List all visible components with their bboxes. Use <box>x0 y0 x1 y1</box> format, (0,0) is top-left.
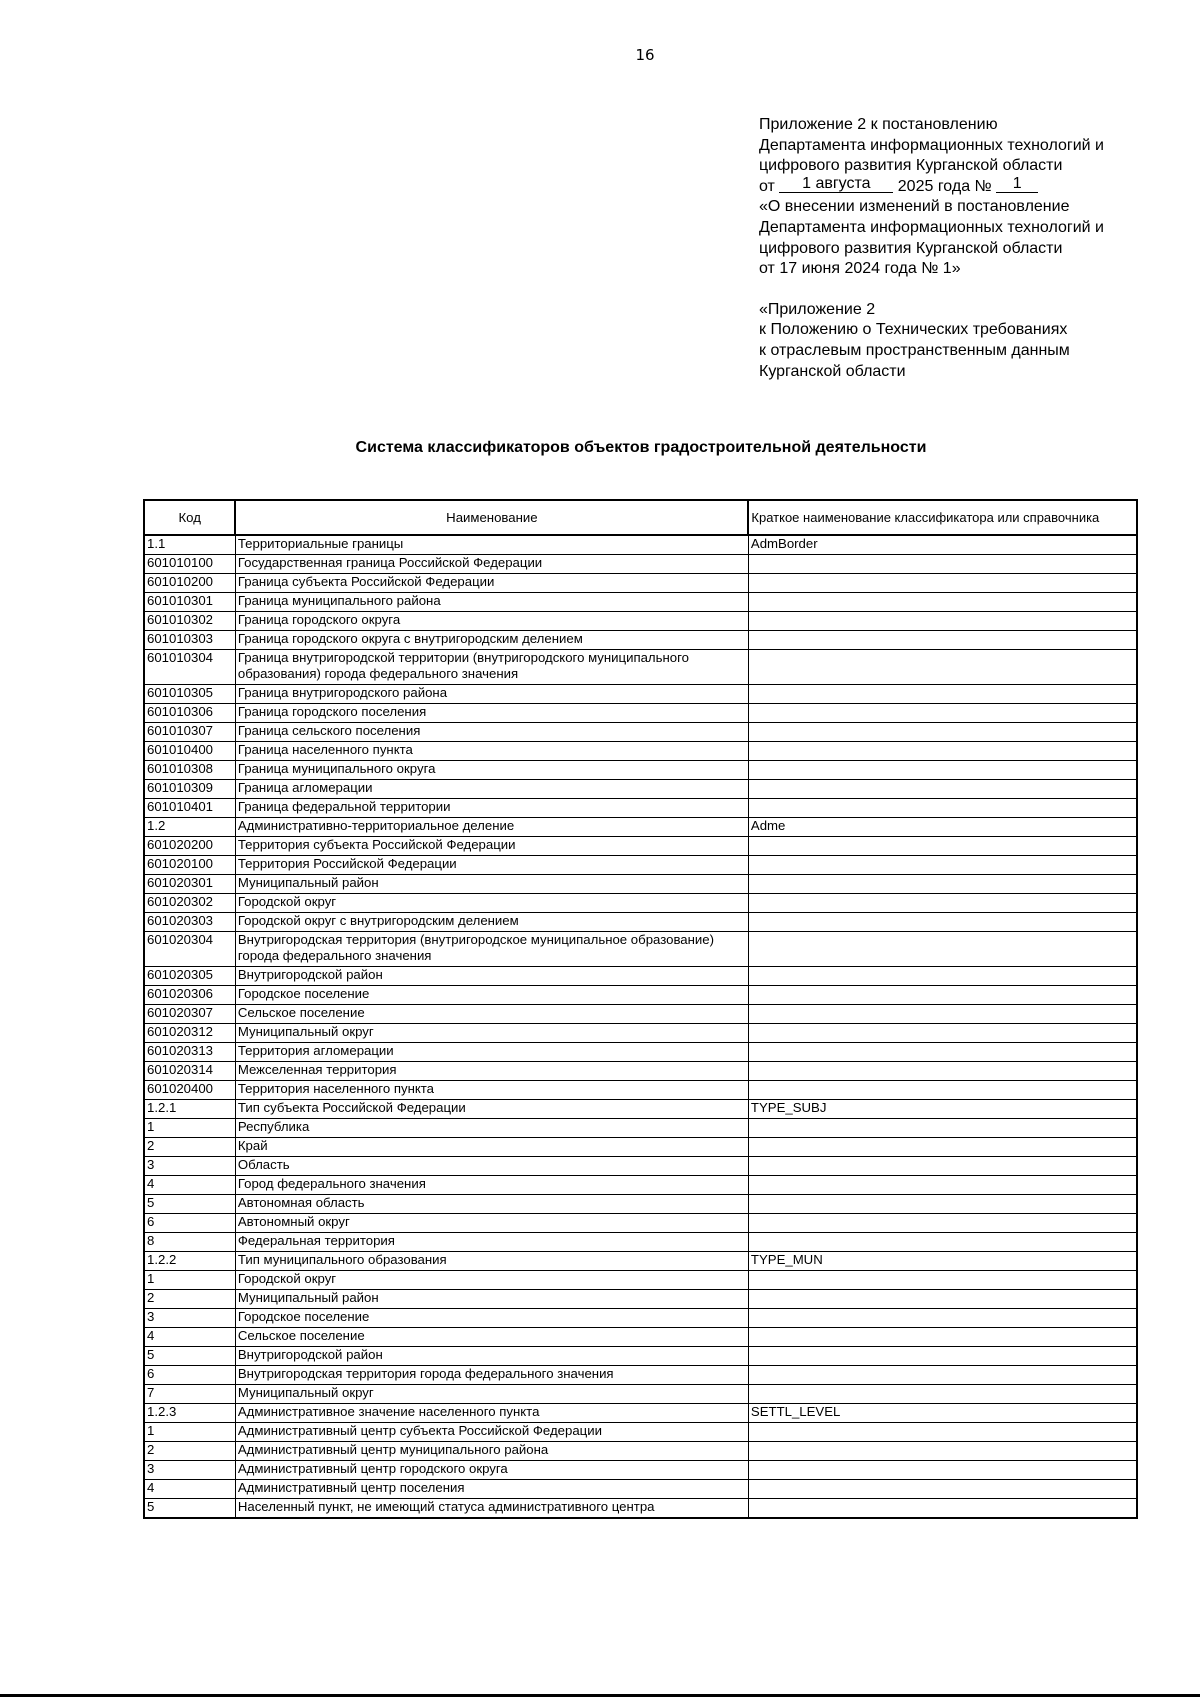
table-row <box>144 1100 1137 1119</box>
cell-code: 601020302 <box>144 894 235 913</box>
table-row <box>144 1271 1137 1290</box>
cell-code: 601020100 <box>144 856 235 875</box>
table-row <box>144 1195 1137 1214</box>
cell-short-name <box>748 986 1137 1005</box>
cell-name: Городской округ <box>235 894 748 913</box>
cell-short-name: AdmBorder <box>748 535 1137 555</box>
table-row <box>144 555 1137 574</box>
cell-name: Граница федеральной территории <box>235 799 748 818</box>
cell-code: 1 <box>144 1271 235 1290</box>
cell-short-name <box>748 967 1137 986</box>
cell-name: Административный центр субъекта Российской Федерации <box>235 1423 748 1442</box>
cell-name: Сельское поселение <box>235 1005 748 1024</box>
cell-name: Сельское поселение <box>235 1328 748 1347</box>
cell-name: Административное значение населенного пункта <box>235 1404 748 1423</box>
cell-code: 5 <box>144 1347 235 1366</box>
cell-name: Край <box>235 1138 748 1157</box>
appendix-line: цифрового развития Курганской области <box>759 157 1063 175</box>
cell-name: Городское поселение <box>235 986 748 1005</box>
cell-code: 6 <box>144 1214 235 1233</box>
header-code: Код <box>144 500 235 535</box>
cell-name: Граница городского поселения <box>235 704 748 723</box>
cell-short-name <box>748 1024 1137 1043</box>
cell-short-name <box>748 1043 1137 1062</box>
cell-name: Территориальные границы <box>235 535 748 555</box>
classifier-table <box>143 499 1138 1519</box>
cell-code: 601010306 <box>144 704 235 723</box>
cell-code: 1 <box>144 1423 235 1442</box>
cell-short-name <box>748 875 1137 894</box>
cell-short-name <box>748 1233 1137 1252</box>
cell-code: 601010401 <box>144 799 235 818</box>
table-row <box>144 913 1137 932</box>
cell-code: 601010100 <box>144 555 235 574</box>
cell-code: 3 <box>144 1309 235 1328</box>
cell-name: Межселенная территория <box>235 1062 748 1081</box>
cell-name: Внутригородская территория (внутригородское муниципальное образование) города федерального значения <box>235 932 748 967</box>
cell-name: Граница внутригородской территории (внутригородского муниципального образования) города федерального значения <box>235 650 748 685</box>
appendix-line: Приложение 2 к постановлению <box>759 116 998 133</box>
cell-short-name <box>748 612 1137 631</box>
cell-code: 601020303 <box>144 913 235 932</box>
cell-name: Административный центр городского округа <box>235 1461 748 1480</box>
cell-name: Граница городского округа с внутригородским делением <box>235 631 748 650</box>
cell-short-name <box>748 631 1137 650</box>
cell-short-name <box>748 780 1137 799</box>
appendix-line: Курганской области <box>759 362 906 380</box>
cell-name: Граница агломерации <box>235 780 748 799</box>
table-row <box>144 1328 1137 1347</box>
cell-short-name <box>748 761 1137 780</box>
table-row <box>144 856 1137 875</box>
cell-name: Республика <box>235 1119 748 1138</box>
cell-name: Граница муниципального округа <box>235 761 748 780</box>
cell-short-name <box>748 1119 1137 1138</box>
cell-name: Город федерального значения <box>235 1176 748 1195</box>
table-row <box>144 818 1137 837</box>
cell-code: 1.2.3 <box>144 1404 235 1423</box>
cell-code: 3 <box>144 1157 235 1176</box>
table-row <box>144 967 1137 986</box>
cell-name: Территория субъекта Российской Федерации <box>235 837 748 856</box>
cell-short-name <box>748 1290 1137 1309</box>
cell-short-name <box>748 1005 1137 1024</box>
cell-short-name <box>748 1480 1137 1499</box>
table-row <box>144 1138 1137 1157</box>
cell-name: Населенный пункт, не имеющий статуса административного центра <box>235 1499 748 1519</box>
cell-code: 601010301 <box>144 593 235 612</box>
table-row <box>144 574 1137 593</box>
cell-name: Административный центр муниципального района <box>235 1442 748 1461</box>
cell-code: 601020301 <box>144 875 235 894</box>
cell-short-name <box>748 1366 1137 1385</box>
cell-code: 3 <box>144 1461 235 1480</box>
cell-short-name <box>748 1081 1137 1100</box>
cell-code: 601020314 <box>144 1062 235 1081</box>
appendix-line: Департамента информационных технологий и <box>759 218 1104 236</box>
table-row <box>144 894 1137 913</box>
cell-short-name <box>748 742 1137 761</box>
appendix-header <box>759 115 1179 382</box>
cell-short-name <box>748 1157 1137 1176</box>
date-middle: 2025 года № <box>897 177 992 195</box>
table-row <box>144 1385 1137 1404</box>
table-row <box>144 650 1137 685</box>
table-row <box>144 1347 1137 1366</box>
cell-short-name <box>748 555 1137 574</box>
cell-code: 5 <box>144 1195 235 1214</box>
cell-code: 4 <box>144 1328 235 1347</box>
cell-name: Территория Российской Федерации <box>235 856 748 875</box>
cell-short-name <box>748 1214 1137 1233</box>
cell-short-name <box>748 704 1137 723</box>
cell-code: 601020200 <box>144 837 235 856</box>
cell-code: 5 <box>144 1499 235 1519</box>
cell-name: Административный центр поселения <box>235 1480 748 1499</box>
table-row <box>144 1024 1137 1043</box>
cell-name: Муниципальный округ <box>235 1385 748 1404</box>
appendix-line: к Положению о Технических требованиях <box>759 321 1068 339</box>
number-field: 1 <box>996 175 1038 193</box>
cell-code: 601010304 <box>144 650 235 685</box>
cell-code: 601010200 <box>144 574 235 593</box>
cell-code: 1.2.1 <box>144 1100 235 1119</box>
cell-name: Муниципальный округ <box>235 1024 748 1043</box>
cell-name: Тип субъекта Российской Федерации <box>235 1100 748 1119</box>
cell-name: Граница муниципального района <box>235 593 748 612</box>
table-row <box>144 761 1137 780</box>
table-row <box>144 1043 1137 1062</box>
cell-name: Административно-территориальное деление <box>235 818 748 837</box>
page-number: 16 <box>635 46 655 64</box>
cell-name: Государственная граница Российской Федерации <box>235 555 748 574</box>
cell-name: Граница городского округа <box>235 612 748 631</box>
cell-name: Городской округ с внутригородским делением <box>235 913 748 932</box>
table-row <box>144 1461 1137 1480</box>
cell-short-name <box>748 932 1137 967</box>
document-title: Система классификаторов объектов градостроительной деятельности <box>355 439 927 456</box>
cell-name: Городской округ <box>235 1271 748 1290</box>
table-row <box>144 1233 1137 1252</box>
cell-short-name <box>748 593 1137 612</box>
table-row <box>144 631 1137 650</box>
table-row <box>144 1309 1137 1328</box>
appendix-line: от 17 июня 2024 года № 1» <box>759 260 961 278</box>
table-row <box>144 1119 1137 1138</box>
cell-code: 601020307 <box>144 1005 235 1024</box>
table-row <box>144 1499 1137 1519</box>
appendix-line: к отраслевым пространственным данным <box>759 341 1070 359</box>
table-row <box>144 780 1137 799</box>
table-row <box>144 1366 1137 1385</box>
cell-code: 601010307 <box>144 723 235 742</box>
table-row <box>144 612 1137 631</box>
cell-short-name <box>748 1461 1137 1480</box>
cell-name: Территория агломерации <box>235 1043 748 1062</box>
cell-short-name: TYPE_MUN <box>748 1252 1137 1271</box>
cell-name: Внутригородская территория города федерального значения <box>235 1366 748 1385</box>
cell-code: 2 <box>144 1442 235 1461</box>
cell-short-name <box>748 1195 1137 1214</box>
table-row <box>144 799 1137 818</box>
header-short-name: Краткое наименование классификатора или справочника <box>748 500 1137 535</box>
cell-code: 4 <box>144 1176 235 1195</box>
cell-code: 2 <box>144 1138 235 1157</box>
cell-name: Область <box>235 1157 748 1176</box>
cell-code: 8 <box>144 1233 235 1252</box>
cell-short-name <box>748 723 1137 742</box>
cell-code: 4 <box>144 1480 235 1499</box>
table-row <box>144 593 1137 612</box>
cell-name: Муниципальный район <box>235 1290 748 1309</box>
appendix-line: цифрового развития Курганской области <box>759 239 1063 257</box>
cell-short-name <box>748 1385 1137 1404</box>
table-row <box>144 875 1137 894</box>
cell-short-name: TYPE_SUBJ <box>748 1100 1137 1119</box>
cell-short-name <box>748 1499 1137 1519</box>
cell-short-name <box>748 1328 1137 1347</box>
table-row <box>144 986 1137 1005</box>
cell-code: 601020306 <box>144 986 235 1005</box>
appendix-line: Департамента информационных технологий и <box>759 136 1104 154</box>
table-row <box>144 1081 1137 1100</box>
appendix-line: «Приложение 2 <box>759 300 876 318</box>
cell-short-name: Adme <box>748 818 1137 837</box>
date-field: 1 августа <box>779 175 893 193</box>
cell-name: Муниципальный район <box>235 875 748 894</box>
cell-short-name <box>748 1423 1137 1442</box>
cell-code: 601010302 <box>144 612 235 631</box>
resolution-date-line <box>759 174 1179 198</box>
cell-name: Граница населенного пункта <box>235 742 748 761</box>
cell-short-name <box>748 574 1137 593</box>
cell-short-name <box>748 1271 1137 1290</box>
table-row <box>144 1252 1137 1271</box>
cell-code: 601020304 <box>144 932 235 967</box>
cell-short-name <box>748 913 1137 932</box>
appendix-line: «О внесении изменений в постановление <box>759 198 1070 216</box>
cell-code: 601020312 <box>144 1024 235 1043</box>
cell-name: Городское поселение <box>235 1309 748 1328</box>
table-row <box>144 1290 1137 1309</box>
cell-short-name <box>748 650 1137 685</box>
table-row <box>144 1423 1137 1442</box>
table-row <box>144 1005 1137 1024</box>
cell-code: 2 <box>144 1290 235 1309</box>
header-name: Наименование <box>235 500 748 535</box>
table-row <box>144 704 1137 723</box>
cell-code: 601010308 <box>144 761 235 780</box>
cell-short-name <box>748 894 1137 913</box>
cell-short-name <box>748 799 1137 818</box>
date-prefix: от <box>759 177 775 195</box>
cell-name: Автономный округ <box>235 1214 748 1233</box>
table-row <box>144 837 1137 856</box>
table-row <box>144 932 1137 967</box>
cell-code: 7 <box>144 1385 235 1404</box>
table-body <box>144 535 1137 1518</box>
table-row <box>144 1404 1137 1423</box>
cell-code: 601020313 <box>144 1043 235 1062</box>
table-row <box>144 1480 1137 1499</box>
cell-short-name <box>748 837 1137 856</box>
cell-code: 1.2 <box>144 818 235 837</box>
cell-code: 601020305 <box>144 967 235 986</box>
cell-name: Федеральная территория <box>235 1233 748 1252</box>
cell-short-name <box>748 1309 1137 1328</box>
cell-short-name <box>748 1347 1137 1366</box>
table-row <box>144 723 1137 742</box>
cell-short-name: SETTL_LEVEL <box>748 1404 1137 1423</box>
cell-short-name <box>748 1062 1137 1081</box>
spacer <box>759 280 1179 300</box>
cell-name: Граница субъекта Российской Федерации <box>235 574 748 593</box>
table-row <box>144 742 1137 761</box>
cell-short-name <box>748 1138 1137 1157</box>
cell-name: Граница внутригородского района <box>235 685 748 704</box>
table-row <box>144 1442 1137 1461</box>
cell-name: Внутригородской район <box>235 967 748 986</box>
cell-name: Автономная область <box>235 1195 748 1214</box>
table-row <box>144 1157 1137 1176</box>
cell-code: 601010309 <box>144 780 235 799</box>
cell-short-name <box>748 1176 1137 1195</box>
cell-name: Территория населенного пункта <box>235 1081 748 1100</box>
cell-code: 1.1 <box>144 535 235 555</box>
cell-code: 1 <box>144 1119 235 1138</box>
table-row <box>144 1214 1137 1233</box>
cell-name: Граница сельского поселения <box>235 723 748 742</box>
table-row <box>144 1176 1137 1195</box>
cell-code: 1.2.2 <box>144 1252 235 1271</box>
cell-short-name <box>748 856 1137 875</box>
cell-code: 601010400 <box>144 742 235 761</box>
table-row <box>144 535 1137 555</box>
cell-code: 6 <box>144 1366 235 1385</box>
cell-code: 601010305 <box>144 685 235 704</box>
table-header-row <box>144 500 1137 535</box>
cell-code: 601020400 <box>144 1081 235 1100</box>
cell-name: Тип муниципального образования <box>235 1252 748 1271</box>
cell-code: 601010303 <box>144 631 235 650</box>
cell-short-name <box>748 685 1137 704</box>
table-row <box>144 685 1137 704</box>
cell-short-name <box>748 1442 1137 1461</box>
table-row <box>144 1062 1137 1081</box>
cell-name: Внутригородской район <box>235 1347 748 1366</box>
